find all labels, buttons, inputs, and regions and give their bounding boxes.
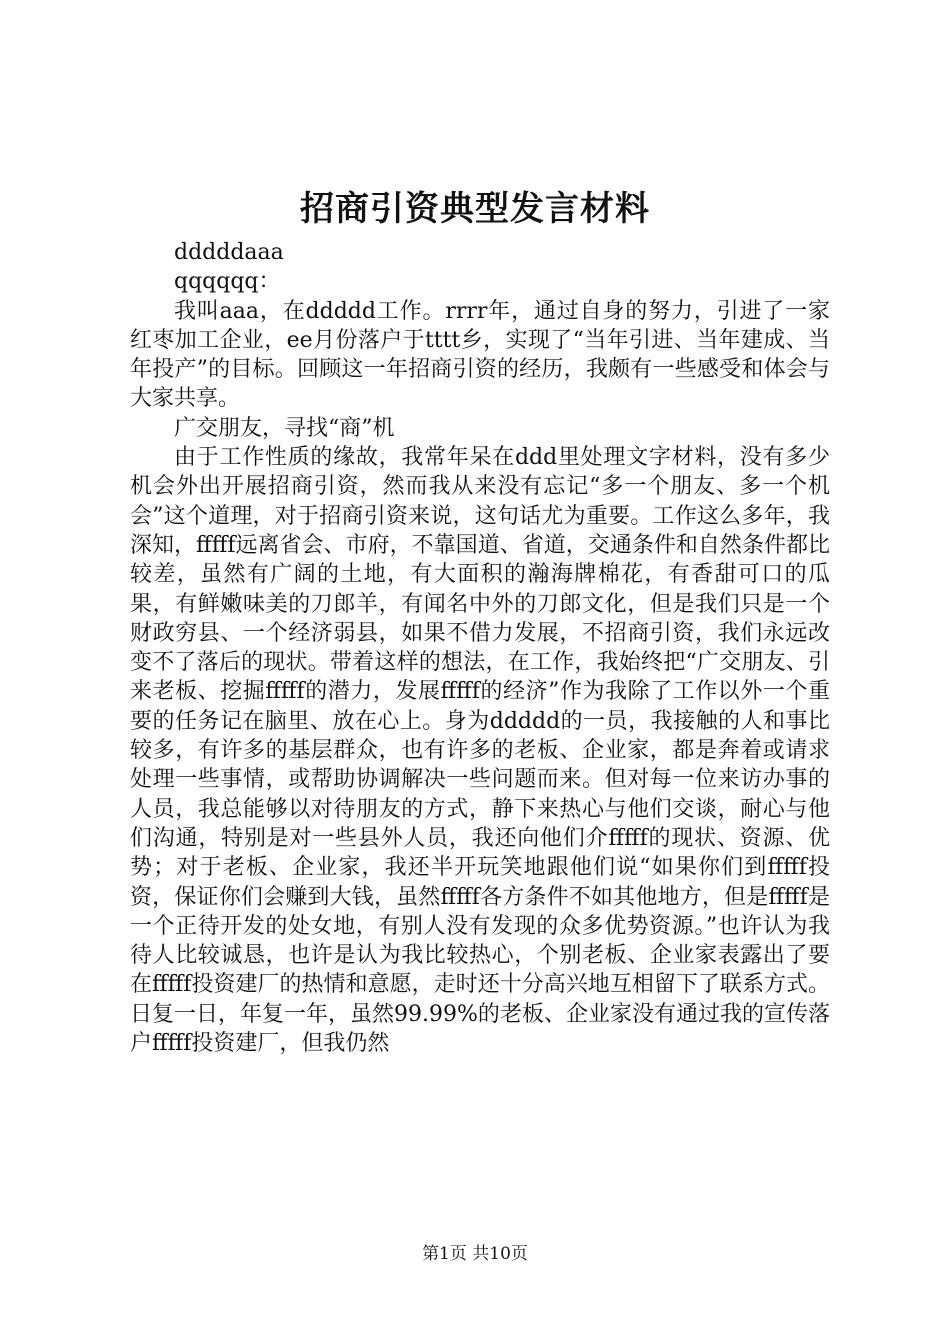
paragraph-main: 由于工作性质的缘故，我常年呆在ddd里处理文字材料，没有多少机会外出开展招商引资，然而我从来没有忘记“多一个朋友、多一个机会”这个道理，对于招商引资来说，这句话尤为重要。工作这么多年，我深知，fffff远离省会、市府，不靠国道、省道，交通条件和自然条件都比较差，虽然有广阔的土地，有大面积的瀚海牌棉花，有香甜可口的瓜果，有鲜嫩味美的刀郎羊，有闻名中外的刀郎文化，但是我们只是一个财政穷县、一个经济弱县，如果不借力发展，不招商引资，我们永远改变不了落后的现状。带着这样的想法，在工作，我始终把“广交朋友、引来老板、挖掘fffff的潜力，发展fffff的经济”作为我除了工作以外一个重要的任务记在脑里、放在心上。身为ddddd的一员，我接触的人和事比较多，有许多的基层群众，也有许多的老板、企业家，都是奔着或请求处理一些事情，或帮助协调解决一些问题而来。但对每一位来访办事的人员，我总能够以对待朋友的方式，静下来热心与他们交谈，耐心与他们沟通，特别是对一些县外人员，我还向他们介fffff的现状、资源、优势；对于老板、企业家，我还半开玩笑地跟他们说“如果你们到fffff投资，保证你们会赚到大钱，虽然fffff各方条件不如其他地方，但是fffff是一个正待开发的处女地，有别人没有发现的众多优势资源。”也许认为我待人比较诚恳，也许是认为我比较热心，个别老板、企业家表露出了要在fffff投资建厂的热情和意愿，走时还十分高兴地互相留下了联系方式。日复一日，年复一年，虽然99.99%的老板、企业家没有通过我的宣传落户fffff投资建厂，但我仍然	[130, 445, 830, 1057]
section-heading: 广交朋友，寻找“商”机	[174, 415, 395, 441]
document-body	[130, 238, 830, 1058]
paragraph-intro: 我叫aaa，在ddddd工作。rrrr年，通过自身的努力，引进了一家红枣加工企业，ee月份落户于tttt乡，实现了“当年引进、当年建成、当年投产”的目标。回顾这一年招商引资的经历，我颇有一些感受和体会与大家共享。	[130, 298, 830, 412]
paragraph-salutation: qqqqqq：	[174, 269, 281, 295]
paragraph-author: dddddaaa	[174, 240, 284, 265]
page-number-footer: 第1页 共10页	[422, 1244, 528, 1264]
document-title: 招商引资典型发言材料	[300, 189, 650, 229]
